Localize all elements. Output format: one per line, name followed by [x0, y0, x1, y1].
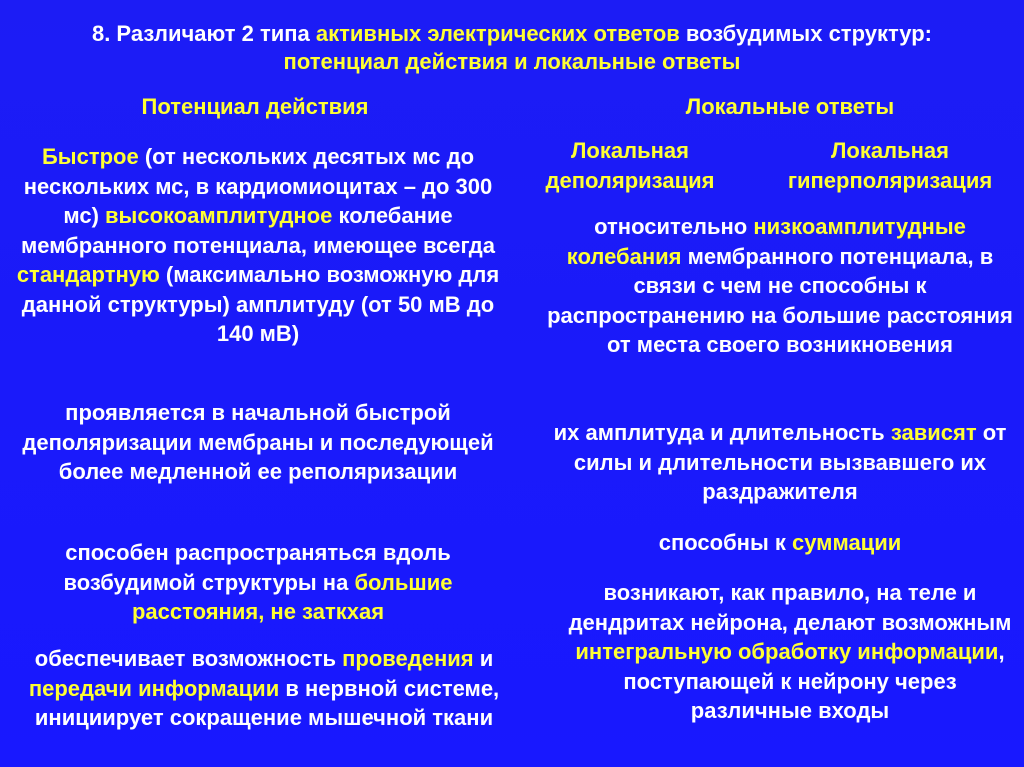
right-paragraph-1: относительно низкоамплитудные колебания мембранного потенциала, в связи с чем не способны к распространению на большие расстояния от места своего возникновения — [547, 214, 1013, 357]
left-paragraph-3: способен распространяться вдоль возбудимой структуры на большие расстояния, не заткхая — [63, 540, 453, 624]
left-column-header: Потенциал действия — [141, 94, 369, 119]
left-paragraph-4: обеспечивает возможность проведения и передачи информации в нервной системе, инициирует сокращение мышечной ткани — [28, 646, 500, 730]
right-subheader-hyperpolarization: Локальная гиперполяризация — [787, 138, 993, 193]
left-paragraph-1: Быстрое (от нескольких десятых мс до нескольких мс, в кардиомиоцитах – до 300 мс) высокоамплитудное колебание мембранного потенциала, имеющее всегда стандартную (максимально возможную для данной структуры) амплитуду (от 50 мВ до 140 мВ) — [16, 144, 500, 346]
title-highlight: активных электрических ответов — [315, 21, 680, 46]
slide-title — [0, 20, 1024, 76]
right-column-header: Локальные ответы — [685, 94, 895, 119]
right-paragraph-4: возникают, как правило, на теле и дендритах нейрона, делают возможным интегральную обработку информации, поступающей к нейрону через различные входы — [568, 580, 1012, 723]
right-paragraph-2: их амплитуда и длительность зависят от силы и длительности вызвавшего их раздражителя — [553, 420, 1007, 504]
title-line-2: потенциал действия и локальные ответы — [283, 49, 741, 74]
right-subheader-depolarization: Локальная деполяризация — [545, 138, 715, 193]
left-paragraph-2: проявляется в начальной быстрой деполяризации мембраны и последующей более медленной ее реполяризации — [22, 400, 494, 484]
title-part-1: 8. Различают 2 типа — [91, 21, 316, 46]
title-part-2: возбудимых структур: — [679, 21, 933, 46]
right-paragraph-3: способны к суммации — [658, 530, 902, 555]
